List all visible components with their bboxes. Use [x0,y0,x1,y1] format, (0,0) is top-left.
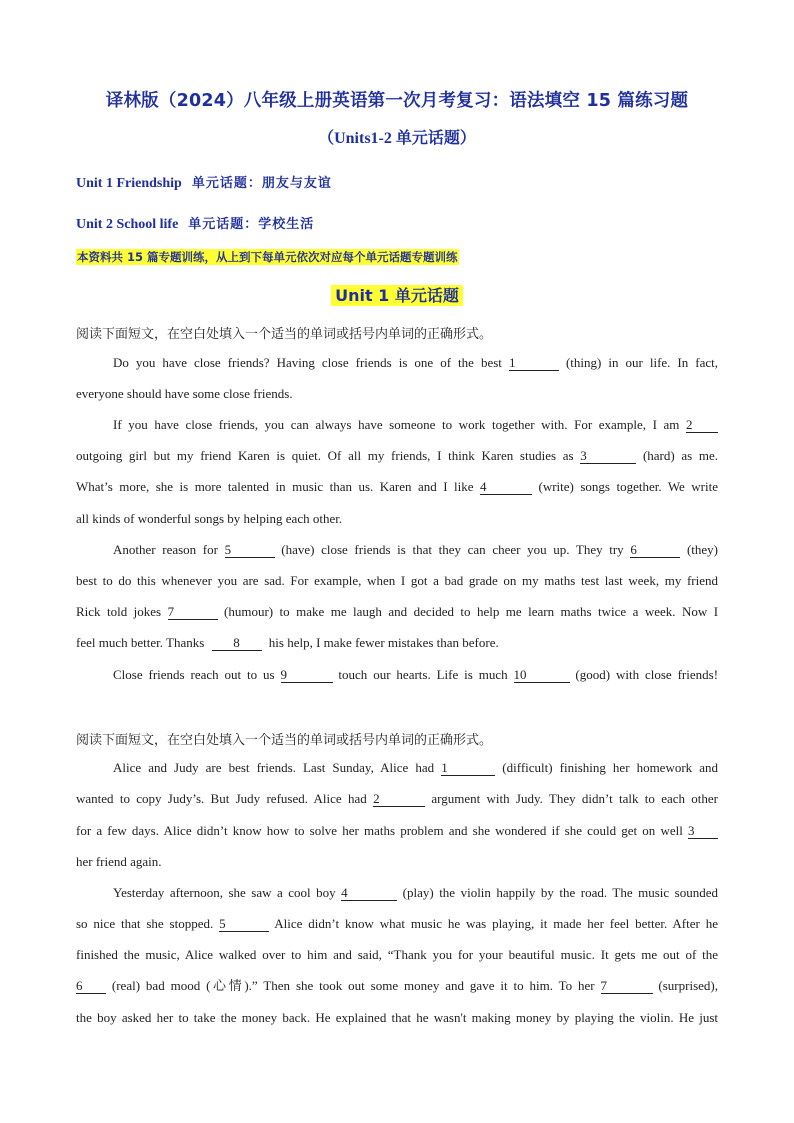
blank-2: 2 [373,792,425,807]
text: Yesterday afternoon, she saw a cool boy [113,885,336,900]
text: outgoing girl but my friend Karen is quiet. Of all my friends, I think Karen studies as [76,448,574,463]
text: Do you have close friends? Having close friends is one of the best [113,355,502,370]
blank-7: 7 [601,979,653,994]
text: (have) close friends is that they can cheer you up. They try [281,542,624,557]
unit-2-line [76,213,314,233]
text: for a few days. Alice didn’t know how to solve her maths problem and she wondered if she could get on well [76,823,683,838]
text: (surprised), [658,978,718,993]
blank-9: 9 [281,668,333,683]
text: What’s more, she is more talented in music than us. Karen and I like [76,479,474,494]
text: touch our hearts. Life is much [338,667,508,682]
text: Close friends reach out to us [113,667,275,682]
text: (humour) to make me laugh and decided to help me learn maths twice a week. Now I [224,604,719,619]
document-title: 译林版（2024）八年级上册英语第一次月考复习：语法填空 15 篇练习题 [105,91,689,111]
text: wanted to copy Judy’s. But Judy refused. Alice had [76,791,367,806]
p1-line-7 [113,542,718,558]
p2-line-5 [113,885,718,901]
blank-8: 8 [212,636,262,651]
text: (good) with close friends! [575,667,719,682]
unit-1-topic: 单元话题：朋友与友谊 [191,176,332,191]
text: Alice didn’t know what music he was playing, it made her feel better. After he [274,916,718,931]
unit-2-name: Unit 2 School life [76,217,179,232]
blank-10: 10 [514,668,570,683]
text: so nice that she stopped. [76,916,214,931]
blank-4: 4 [480,480,532,495]
section-heading [0,283,794,306]
p2-line-6 [76,916,718,932]
unit-2-topic: 单元话题：学校生活 [188,217,315,232]
blank-1: 1 [441,761,495,776]
p2-line-2 [76,791,718,807]
passage-1-instruction: 阅读下面短文，在空白处填入一个适当的单词或括号内单词的正确形式。 [76,327,493,342]
p1-line-11 [113,667,718,683]
p2-line-4: her friend again. [76,854,162,869]
unit-1-line [76,172,332,192]
p1-line-10 [76,635,499,651]
p1-line-3 [113,417,718,433]
blank-1: 1 [509,356,559,371]
unit-1-name: Unit 1 Friendship [76,176,182,191]
text: argument with Judy. They didn’t talk to each other [431,791,719,806]
text: If you have close friends, you can always have someone to work together with. For example, I am [113,417,680,432]
blank-2: 2 [686,418,718,433]
blank-3: 3 [580,449,636,464]
text: Alice and Judy are best friends. Last Sunday, Alice had [113,760,435,775]
p1-line-4 [76,448,718,464]
text: (write) songs together. We write [538,479,719,494]
blank-7: 7 [168,605,218,620]
blank-4: 4 [341,886,397,901]
p1-line-6: all kinds of wonderful songs by helping each other. [76,511,343,526]
blank-5: 5 [225,543,275,558]
blank-6: 6 [630,543,680,558]
p2-line-3 [76,823,718,839]
text: Rick told jokes [76,604,162,619]
blank-5: 5 [219,917,269,932]
document-subtitle: （Units1-2 单元话题） [318,130,476,147]
blank-3: 3 [688,824,718,839]
p1-line-8: best to do this whenever you are sad. For example, when I got a bad grade on my maths test last week, my friend [76,573,718,588]
p1-line-5 [76,479,718,495]
p2-line-1 [113,760,718,776]
passage-2-instruction: 阅读下面短文，在空白处填入一个适当的单词或括号内单词的正确形式。 [76,733,493,748]
p1-line-1 [113,355,718,371]
text: Another reason for [113,542,218,557]
blank-6: 6 [76,979,106,994]
p1-line-9 [76,604,718,620]
text: (thing) in our life. In fact, [565,355,719,370]
text: (play) the violin happily by the road. The music sounded [402,885,718,900]
p2-line-9: the boy asked her to take the money back. He explained that he wasn't making money by playing the violin. He just [76,1010,718,1025]
p2-line-8 [76,978,718,994]
text: feel much better. Thanks [76,635,205,650]
p2-line-7: finished the music, Alice walked over to him and said, “Thank you for your beautiful music. It gets me out of the [76,947,718,962]
text: (hard) as me. [642,448,719,463]
text: (real) bad mood (心情).” Then she took out some money and gave it to him. To her [111,978,595,993]
text: his help, I make fewer mistakes than before. [268,635,499,650]
section-heading-text: Unit 1 单元话题 [331,285,463,306]
text: (difficult) finishing her homework and [502,760,719,775]
notice-banner: 本资料共 15 篇专题训练，从上到下每单元依次对应每个单元话题专题训练 [77,250,458,264]
p1-line-2: everyone should have some close friends. [76,386,293,401]
text: (they) [686,542,719,557]
